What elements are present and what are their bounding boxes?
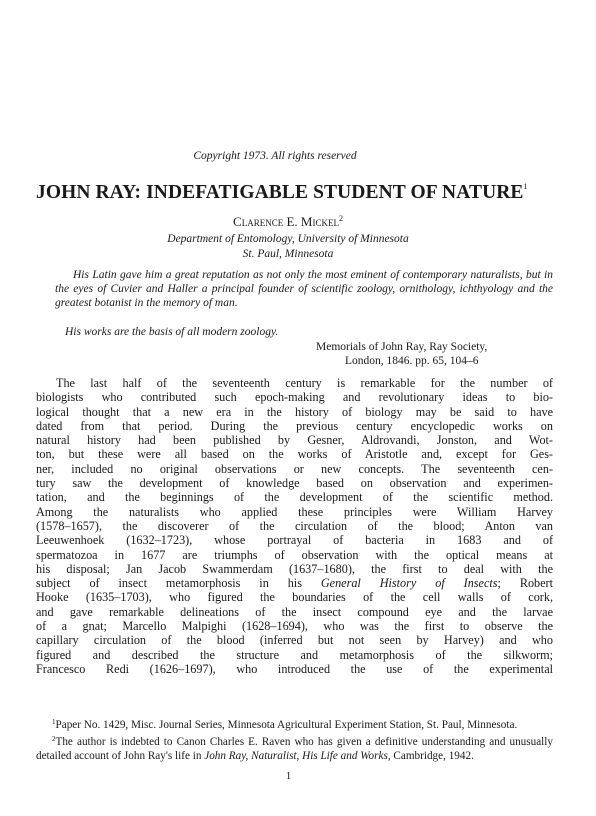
footnote-mark: 1	[52, 718, 56, 726]
footnote-2	[36, 732, 553, 763]
body-line: his disposal; Jan Jacob Swammerdam (1637–1680), the first to deal with the	[36, 561, 553, 576]
location: St. Paul, Minnesota	[242, 247, 334, 260]
body-line: tation, and the beginnings of the development of the scientific method.	[36, 490, 553, 505]
body-line: ner, included no original observations or new concepts. The seventeenth cen-	[36, 461, 553, 476]
body-line: of a gnat; Marcello Malpighi (1628–1694), who was the first to observe the	[36, 619, 553, 634]
body-line: Leeuwenhoek (1632–1723), whose portrayal of bacteria in 1683 and of	[36, 533, 553, 548]
body-line: Francesco Redi (1626–1697), who introduced the use of the experimental	[36, 661, 553, 676]
body-line: Hooke (1635–1703), who figured the boundaries of the cell walls of cork,	[36, 590, 553, 605]
page-number: 1	[285, 770, 292, 782]
footnote-text: Paper No. 1429, Misc. Journal Series, Minnesota Agricultural Experiment Station, St. Paul, Minnesota.	[55, 719, 518, 731]
epigraph-citation-1: Memorials of John Ray, Ray Society,	[316, 341, 488, 353]
author-footnote-mark: 2	[338, 214, 343, 223]
body-text	[36, 376, 553, 676]
body-line: spermatozoa in 1677 are triumphs of observation with the optical means at	[36, 547, 553, 562]
footnote-1	[36, 715, 553, 732]
epigraph	[55, 268, 553, 311]
body-line: logical thought that a new era in the history of biology may be said to have	[36, 404, 553, 419]
body-line: The last half of the seventeenth century is remarkable for the number of	[56, 376, 553, 390]
body-line: Among the naturalists who applied these principles were William Harvey	[36, 504, 553, 519]
body-line: (1578–1657), the discoverer of the circulation of the blood; Anton van	[36, 518, 553, 533]
footnotes	[36, 715, 553, 763]
article-title	[36, 182, 566, 204]
author-name: Clarence E. Mickel	[233, 214, 339, 229]
body-line: figured and described the structure and metamorphosis of the silkworm;	[36, 647, 553, 662]
body-line: ton, but these were all based on the works of Aristotle and, except for Ges-	[36, 447, 553, 462]
author-affiliation	[0, 232, 576, 261]
copyright-notice: Copyright 1973. All rights reserved	[193, 150, 357, 162]
title-text: JOHN RAY: INDEFATIGABLE STUDENT OF NATURE	[36, 182, 524, 203]
body-line: dated from that period. During the previous century encyclopedic works on	[36, 418, 553, 433]
footnote-text: The author is indebted to Canon Charles E. Raven who has given a definitive understanding and unusually detailed account of John Ray's life in John Ray, Naturalist, His Life and Works, Cambridge, 1942.	[36, 736, 553, 762]
author-line	[0, 214, 576, 230]
body-line: and gave remarkable delineations of the insect compound eye and the larvae	[36, 604, 553, 619]
department: Department of Entomology, University of Minnesota	[167, 233, 409, 245]
body-line: tury saw the development of knowledge based on observation and experimen-	[36, 476, 553, 491]
body-line: subject of insect metamorphosis in his General History of Insects; Robert	[36, 576, 553, 591]
epigraph-quote-1: His Latin gave him a great reputation as not only the most eminent of contemporary naturalists, but in the eyes of Cuvier and Haller a principal founder of scientific zoology, ornithology, ichthyology and the greatest botanist in the memory of man.	[55, 269, 553, 310]
body-line: biologists who contributed such epoch-making and revolutionary ideas to bio-	[36, 390, 553, 405]
footnote-mark: 2	[52, 735, 56, 743]
epigraph-citation-2: London, 1846. pp. 65, 104–6	[345, 355, 479, 367]
epigraph-quote-2: His works are the basis of all modern zoology.	[65, 326, 279, 338]
title-footnote-mark: 1	[523, 182, 528, 191]
body-line: capillary circulation of the blood (inferred but not seen by Harvey) and who	[36, 633, 553, 648]
body-line: natural history had been published by Gesner, Aldrovandi, Jonston, and Wot-	[36, 433, 553, 448]
